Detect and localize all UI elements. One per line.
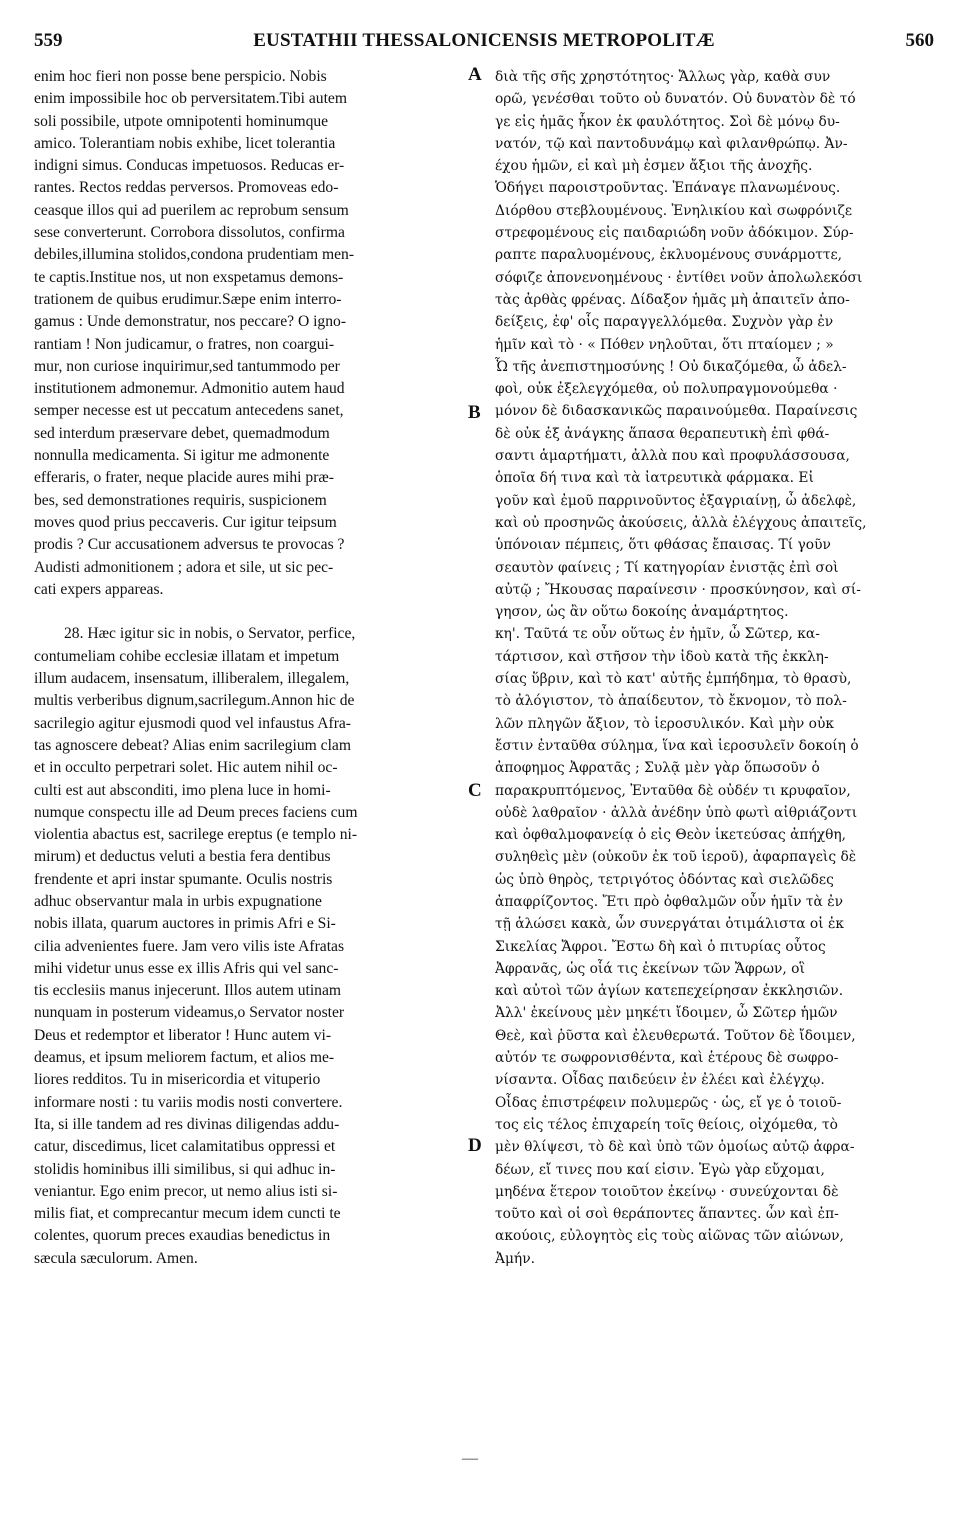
latin-text-line: nonnulla medicamenta. Si igitur me admonente xyxy=(34,447,330,465)
latin-text-line: frendente et apri instar spumante. Oculis nostris xyxy=(34,870,333,888)
greek-text-line: νίσαντα. Οἶδας παιδεύειν ἐν ἐλέει καὶ ἐλέγχῳ. xyxy=(495,1072,825,1089)
latin-text-line: nobis illata, quarum auctores in primis Afri e Si- xyxy=(34,915,336,933)
latin-column xyxy=(34,66,474,1270)
latin-text-line: sacrilegio agitur ejusmodi quod vel infaustus Afra- xyxy=(34,714,351,732)
greek-text-line: κη'. Ταῦτά τε οὖν οὕτως ἐν ἡμῖν, ὦ Σῶτερ, κα- xyxy=(495,626,820,643)
latin-text-line: te captis.Institue nos, ut non exspetamus demons- xyxy=(34,268,344,286)
latin-text-line: enim impossibile hoc ob perversitatem.Tibi autem xyxy=(34,90,347,108)
greek-text-line: φοὶ, οὐκ ἐξελεγχόμεθα, οὐ πολυπραγμονούμεθα · xyxy=(495,381,838,398)
greek-text-line: έχου ἡμῶν, εἰ καὶ μὴ ἐσμεν ἄξιοι τῆς ἀνοχῆς. xyxy=(495,158,813,175)
latin-text-line: soli possibile, utpote omnipotenti hominumque xyxy=(34,112,329,130)
greek-text-line: δέων, εἴ τινες που καί εἰσιν. Ἐγὼ γὰρ εὔχομαι, xyxy=(495,1161,825,1178)
footer-mark: — xyxy=(462,1450,478,1467)
latin-text-line: adhuc observantur mala in urbis expugnatione xyxy=(34,892,322,910)
greek-text-line: ορῶ, γενέσθαι τοῦτο οὐ δυνατόν. Οὐ δυνατὸν δὲ τό xyxy=(495,91,856,108)
greek-text-line: Ὦ τῆς ἀνεπιστημοσύνης ! Οὐ δικαζόμεθα, ὦ ἀδελ- xyxy=(495,358,847,375)
greek-text-line: σαντι ἁμαρτήματι, ἀλλὰ που καὶ προφυλάσσουσα, xyxy=(495,448,850,465)
greek-text-line: τὰς ἀρθὰς φρένας. Δίδαξον ἡμᾶς μὴ ἀπαιτεῖν ἀπο- xyxy=(495,291,850,308)
latin-text-line: institutionem admonemur. Admonitio autem haud xyxy=(34,380,345,398)
latin-text-line: Deus et redemptor et liberator ! Hunc autem vi- xyxy=(34,1026,332,1044)
greek-text-line: συληθεὶς μὲν (οὐκοῦν ἐκ τοῦ ἱεροῦ), ἀφαρπαγεὶς δὲ xyxy=(495,849,857,866)
greek-text-line: τοῦτο καὶ οἱ σοὶ θεράποντες ἅπαντες. ὧν καὶ ἐπ- xyxy=(495,1206,839,1223)
greek-column xyxy=(495,66,935,1270)
latin-text-line: rantiam ! Non judicamur, o fratres, non coargui- xyxy=(34,335,335,353)
section-marker-d: D xyxy=(468,1135,482,1156)
greek-text-line: καὶ ὀφθαλμοφανείᾳ ὁ εἰς Θεὸν ἱκετεύσας ἀπήχθη, xyxy=(495,827,847,844)
latin-text-line: informare nosti : tu variis modis nosti convertere. xyxy=(34,1093,343,1111)
latin-text-line: sese converterunt. Corrobora dissolutos, confirma xyxy=(34,224,345,242)
latin-text-line: cilia advenientes fuere. Jam vero vilis iste Afratas xyxy=(34,937,345,955)
section-marker-a: A xyxy=(468,64,482,85)
latin-text-line: gamus : Unde demonstratur, nos peccare? O igno- xyxy=(34,313,347,331)
latin-text-line: et in occulto perpetrari solet. Hic autem nihil oc- xyxy=(34,759,338,777)
greek-text-line: Ἀλλ' ἐκείνους μὲν μηκέτι ἴδοιμεν, ὦ Σῶτερ ἡμῶν xyxy=(495,1005,838,1022)
latin-text-line: contumeliam cohibe ecclesiæ illatam et impetum xyxy=(34,647,340,665)
latin-text-line: violentia abactus est, sacrilege ereptus (e templo ni- xyxy=(34,826,358,844)
greek-text-line: τὸ ἀλόγιστον, τὸ ἀπαίδευτον, τὸ ἔκνομον, τὸ πολ- xyxy=(495,693,847,710)
latin-text-line: trationem de quibus erudimur.Sæpe enim interro- xyxy=(34,290,342,308)
greek-text-line: δείξεις, ἐφ' οἷς παραγγελλόμεθα. Συχνὸν γὰρ ἐν xyxy=(495,314,834,331)
latin-text-line: stolidis hominibus illi similibus, si qui adhuc in- xyxy=(34,1160,336,1178)
latin-text-line: multis verberibus dignum,sacrilegum.Annon hic de xyxy=(34,692,355,710)
latin-text-line: liores redditos. Tu in misericordia et vituperio xyxy=(34,1071,321,1089)
latin-text-line: prodis ? Cur accusationem adversus te provocas ? xyxy=(34,536,345,554)
greek-text-line: καὶ αὐτοὶ τῶν ἁγίων κατεπεχείρησαν ἐκκλησιῶν. xyxy=(495,983,844,1000)
greek-text-line: τῇ ἁλώσει κακὰ, ὧν συνεργάται ὁτιμάλιστα οἱ ἐκ xyxy=(495,916,845,933)
latin-text-line: culti est aut absconditi, imo plena luce in homi- xyxy=(34,781,331,799)
greek-text-line: γησον, ὡς ἂν οὕτω δοκοίης ἀναμάρτητος. xyxy=(495,604,789,621)
greek-text-line: Ἀφρανᾶς, ὡς οἷά τις ἐκείνων τῶν Ἄφρων, οἳ xyxy=(495,960,805,977)
latin-text-line: illum audacem, insensatum, illiberalem, illegalem, xyxy=(34,670,350,688)
latin-text-line: veniantur. Ego enim precor, ut nemo alius isti si- xyxy=(34,1182,338,1200)
latin-text-line: enim hoc fieri non posse bene perspicio. Nobis xyxy=(34,68,327,85)
section-marker-c: C xyxy=(468,780,482,801)
latin-text-line: mirum) et deductus veluti a bestia fera dentibus xyxy=(34,848,331,866)
latin-text-line: tas agnoscere debeat? Alias enim sacrilegium clam xyxy=(34,736,351,754)
latin-text-line: 28. Hæc igitur sic in nobis, o Servator, perfice, xyxy=(64,625,356,643)
latin-text-line: indigni simus. Conducas impetuosos. Reducas er- xyxy=(34,157,345,175)
greek-text-line: σόφιζε ἀπονενοημένους · ἐντίθει νοῦν ἀπολωλεκόσι xyxy=(495,269,863,286)
latin-text-line: catur, discedimus, licet calamitatibus oppressi et xyxy=(34,1138,336,1156)
latin-text-line: cati expers appareas. xyxy=(34,580,164,598)
greek-text-line: γοῦν καὶ ἐμοῦ παρρινοῦντος ἐξαγριαίνῃ, ὦ ἀδελφὲ, xyxy=(495,492,857,509)
greek-text-line: ἀπαφρίζοντος. Ἔτι πρὸ ὀφθαλμῶν οὖν ἡμῖν τὰ ἐν xyxy=(495,893,844,910)
latin-text-line: bes, sed demonstrationes requiris, suspicionem xyxy=(34,491,327,509)
greek-text-line: τος εἰς τέλος ἐπιχαρείη τοῖς θείοις, οἰχόμεθα, τὸ xyxy=(495,1116,838,1133)
greek-text-line: Οἶδας ἐπιστρέφειν πολυμερῶς · ὡς, εἴ γε ὁ τοιοῦ- xyxy=(495,1094,842,1111)
greek-text-line: γε εἰς ἡμᾶς ἧκον ἐκ φαυλότητος. Σοὶ δὲ μόνῳ δυ- xyxy=(495,113,840,130)
greek-text-line: ακούοις, εὐλογητὸς εἰς τοὺς αἰῶνας τῶν αἰώνων, xyxy=(495,1228,844,1245)
greek-text-line: Ἀμήν. xyxy=(495,1250,535,1267)
greek-text-line: ἡμῖν καὶ τὸ · « Πόθεν νηλοῦται, ὅτι πταίομεν ; » xyxy=(495,336,834,353)
left-page-number: 559 xyxy=(34,30,63,51)
latin-text-line: efferaris, o frater, neque placide aures mihi præ- xyxy=(34,469,334,487)
greek-text-line: διὰ τῆς σῆς χρηστότητος· Ἄλλως γὰρ, καθὰ συν xyxy=(495,69,831,85)
greek-text-line: στρεφομένους εἰς παιδαριώδη νοῦν ἀδόκιμον. Σύρ- xyxy=(495,225,854,242)
greek-text-line: μηδένα ἕτερον τοιοῦτον ἐκείνῳ · συνεύχονται δὲ xyxy=(495,1183,839,1200)
greek-text-line: Θεὲ, καὶ ῥῦστα καὶ ἐλευθερωτά. Τοῦτον δὲ ἴδοιμεν, xyxy=(495,1027,856,1044)
latin-text-line: milis fiat, et comprecantur mecum idem cuncti te xyxy=(34,1205,341,1223)
greek-text-line: Σικελίας Ἄφροι. Ἔστω δὴ καὶ ὁ πιτυρίας οὗτος xyxy=(495,938,826,955)
right-page-number: 560 xyxy=(905,30,934,51)
latin-text-line: ceasque illos qui ad puerilem ac reprobum sensum xyxy=(34,201,349,219)
greek-text-line: καὶ οὐ προσηνῶς ἀκούσεις, ἀλλὰ ἐλέγχους ἀπαιτεῖς, xyxy=(495,514,867,531)
latin-text-line: mihi videtur unus esse ex illis Afris qui vel sanc- xyxy=(34,959,339,977)
latin-text-line: debiles,illumina stolidos,condona prudentiam men- xyxy=(34,246,355,264)
latin-text-line: Audisti admonitionem ; adora et sile, ut sic pec- xyxy=(34,558,334,576)
latin-text-line xyxy=(34,601,474,623)
latin-text-line: tis ecclesiis manus injecerunt. Illos autem utinam xyxy=(34,982,342,1000)
latin-text-line: moves quod prius peccaveris. Cur igitur teipsum xyxy=(34,513,337,531)
greek-text-line: σίας ὕβριν, καὶ τὸ κατ' αὐτῆς ἐμπήδημα, τὸ θρασὺ, xyxy=(495,671,852,688)
running-header xyxy=(34,30,934,56)
greek-text-line: Διόρθου στεβλουμένους. Ἐνηλικίου καὶ σωφρόνιζε xyxy=(495,202,853,219)
greek-text-line: μόνον δὲ διδασκανικῶς παραινούμεθα. Παραίνεσις xyxy=(495,403,858,420)
latin-text-line: sed interdum præservare debet, quemadmodum xyxy=(34,424,330,442)
section-marker-b: B xyxy=(468,402,481,423)
greek-text-line: δὲ οὐκ ἐξ ἀνάγκης ἅπασα θεραπευτικὴ ἐπὶ φθά- xyxy=(495,425,830,442)
latin-text-line: rantes. Rectos reddas perversos. Promoveas edo- xyxy=(34,179,339,197)
latin-text-line: deamus, et ipsum meliorem factum, et alios me- xyxy=(34,1049,335,1067)
greek-text-line: παρακρυπτόμενος, Ἐνταῦθα δὲ οὐδέν τι κρυφαῖον, xyxy=(495,782,851,799)
greek-text-line: ὁποῖα δή τινα καὶ τὰ ἰατρευτικὰ φάρμακα. Εἰ xyxy=(495,470,814,487)
greek-text-line: ὡς ὑπὸ θηρὸς, τετριγότος ὀδόντας καὶ σιελῶδες xyxy=(495,871,834,888)
greek-text-line: μὲν θλίψεσι, τὸ δὲ καὶ ὑπὸ τῶν ὁμοίως αὐτῷ ἀφρα- xyxy=(495,1139,855,1156)
latin-text-line: mur, non curiose inquirimur,sed tantummodo per xyxy=(34,357,340,375)
greek-text-line: τάρτισον, καὶ στῆσον τὴν ἰδοὺ κατὰ τῆς ἐκκλη- xyxy=(495,648,829,665)
latin-text-line: sæcula sæculorum. Amen. xyxy=(34,1249,198,1267)
greek-text-line: λῶν πληγῶν ἄξιον, τὸ ἱεροσυλικόν. Καὶ μὴν οὐκ xyxy=(495,715,834,732)
greek-text-line: ἀποφημος Ἀφρατᾶς ; Συλᾷ μὲν γὰρ ὅπωσοῦν ὁ xyxy=(495,760,820,777)
greek-text-line: σεαυτὸν φαίνεις ; Τί κατηγορίαν ἐνιστᾷς ἐπὶ σοὶ xyxy=(495,559,839,576)
latin-text-line: colentes, quorum preces exaudias benedictus in xyxy=(34,1227,331,1245)
running-title: EUSTATHII THESSALONICENSIS METROPOLITÆ xyxy=(253,30,715,51)
latin-text-line: numque conspectu ille ad Deum preces faciens cum xyxy=(34,803,358,821)
greek-text-line: οὐδὲ λαθραῖον · ἀλλὰ ἀνέδην ὑπὸ φωτὶ αἰθριάζοντι xyxy=(495,804,858,821)
latin-text-line: Ita, si ille tandem ad res divinas diligendas addu- xyxy=(34,1115,340,1133)
greek-text-line: αὐτῷ ; Ἤκουσας παραίνεσιν · προσκύνησον, καὶ σί- xyxy=(495,581,861,598)
greek-text-line: νατόν, τῷ καὶ παντοδυνάμῳ καὶ φιλανθρώπῳ. Ἀν- xyxy=(495,135,848,152)
latin-text-line: nunquam in posterum videamus,o Servator noster xyxy=(34,1004,345,1022)
greek-text-line: αὐτόν τε σωφρονισθέντα, καὶ ἑτέρους δὲ σωφρο- xyxy=(495,1050,839,1067)
latin-text-line: amico. Tolerantiam nobis exhibe, licet tolerantia xyxy=(34,134,336,152)
latin-text-line: semper necesse est ut peccatum antecedens sanet, xyxy=(34,402,344,420)
greek-text-line: ἔστιν ἐνταῦθα σύλημα, ἵνα καὶ ἱεροσυλεῖν δοκοίη ὁ xyxy=(495,737,859,754)
greek-text-line: ραπτε παραλυομένους, ἐκλυομένους συνάρμοττε, xyxy=(495,247,843,264)
greek-text-line: ὑπόνοιαν πέμπεις, ὅτι φθάσας ἔπαισας. Τί γοῦν xyxy=(495,537,831,554)
greek-text-line: Ὁδήγει παροιστροῦντας. Ἐπάναγε πλανωμένους. xyxy=(495,180,841,197)
